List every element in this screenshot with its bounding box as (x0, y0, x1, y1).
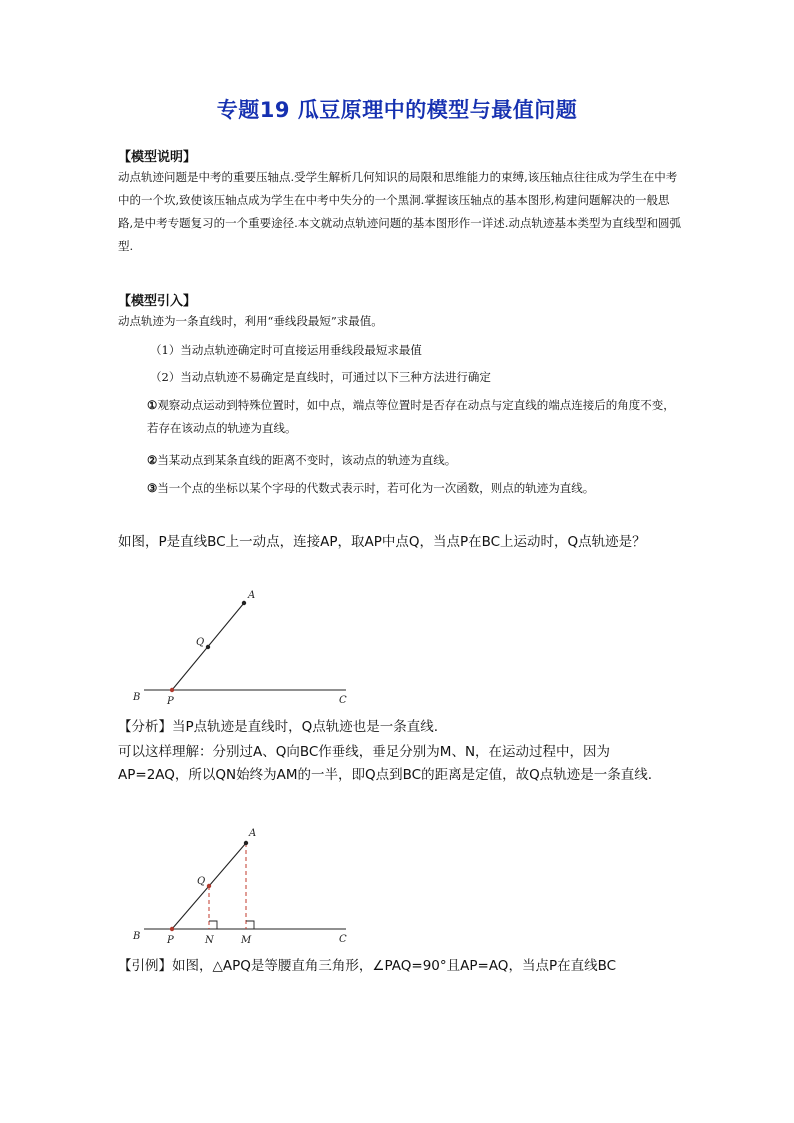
method-3-text: 当一个点的坐标以某个字母的代数式表示时，若可化为一次函数，则点的轨迹为直线。 (157, 481, 595, 495)
label-p: P (167, 696, 174, 707)
label-n: N (205, 935, 214, 946)
section-heading-model-intro: 【模型引入】 (118, 294, 197, 309)
label-a: A (248, 590, 256, 601)
yinli-line: 【引例】如图，△APQ是等腰直角三角形，∠PAQ=90°且AP=AQ，当点P在直线BC (118, 958, 617, 974)
page-title: 专题19 瓜豆原理中的模型与最值问题 (216, 98, 578, 122)
analysis-paragraph: 可以这样理解：分别过A、Q向BC作垂线，垂足分别为M、N，在运动过程中，因为AP=2AQ，所以QN始终为AM的一半，即Q点到BC的距离是定值，故Q点轨迹是一条直线. (118, 744, 653, 783)
method-2-text: 当某动点到某条直线的距离不变时，该动点的轨迹为直线。 (157, 453, 457, 467)
label-b: B (133, 692, 141, 703)
intro-item-2: （2）当动点轨迹不易确定是直线时，可通过以下三种方法进行确定 (150, 370, 491, 384)
circled-three-marker: ③ (147, 481, 158, 495)
analysis-line-1: 【分析】当P点轨迹是直线时，Q点轨迹也是一条直线. (118, 719, 439, 735)
label-c: C (339, 934, 347, 945)
label-q: Q (197, 876, 206, 887)
label-b: B (133, 931, 141, 942)
label-a: A (249, 828, 257, 839)
point-p (170, 927, 174, 931)
section-heading-model-description: 【模型说明】 (118, 150, 197, 165)
intro-item-1: （1）当动点轨迹确定时可直接运用垂线段最短求最值 (150, 343, 422, 357)
right-angle-mark-m (246, 921, 254, 929)
label-m: M (241, 935, 252, 946)
right-angle-mark-n (209, 921, 217, 929)
label-q: Q (196, 637, 205, 648)
method-1-text: 观察动点运动到特殊位置时，如中点，端点等位置时是否存在动点与定直线的端点连接后的角度不变，若存在该动点的轨迹为直线。 (147, 398, 675, 435)
point-q (207, 884, 211, 888)
intro-line: 动点轨迹为一条直线时，利用“垂线段最短”求最值。 (118, 314, 383, 328)
circled-two-marker: ② (147, 453, 158, 467)
circled-one-marker: ① (147, 398, 158, 412)
point-a (244, 841, 248, 845)
example-question: 如图，P是直线BC上一动点，连接AP，取AP中点Q，当点P在BC上运动时，Q点轨迹是？ (118, 534, 646, 550)
label-c: C (339, 695, 347, 706)
model-description-paragraph: 动点轨迹问题是中考的重要压轴点.受学生解析几何知识的局限和思维能力的束缚,该压轴点往往成为学生在中考中的一个坎,致使该压轴点成为学生在中考中失分的一个黑洞.掌握该压轴点的基本图形,构建问题解决的一般思路,是中考专题复习的一个重要途径.本文就动点轨迹问题的基本图形作一详述.动点轨迹基本类型为直线型和圆弧型. (118, 170, 681, 253)
label-p: P (167, 935, 174, 946)
